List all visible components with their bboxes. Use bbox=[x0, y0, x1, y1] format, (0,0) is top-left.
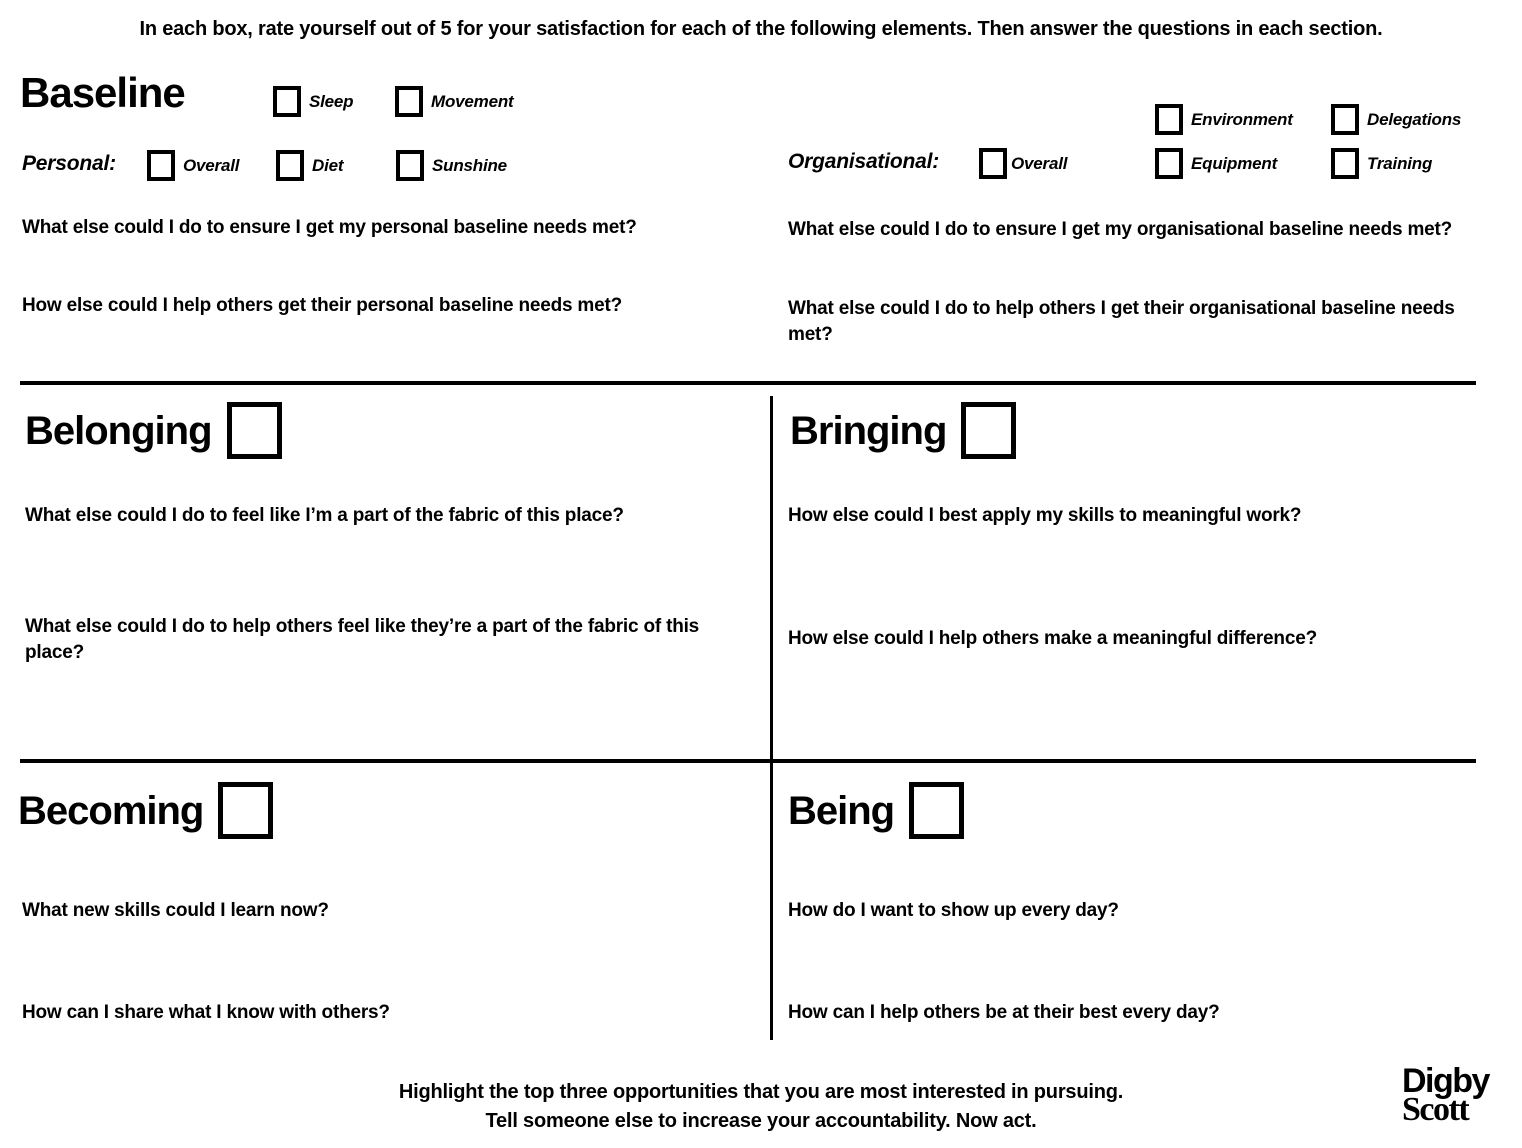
rating-box-belonging[interactable] bbox=[227, 402, 282, 459]
section-title-bringing: Bringing bbox=[790, 408, 947, 453]
footer-line-1: Highlight the top three opportunities that you are most interested in pursuing. bbox=[398, 1081, 1124, 1103]
rating-box-sunshine[interactable] bbox=[396, 150, 424, 181]
rating-label-environment: Environment bbox=[1191, 109, 1293, 129]
organisational-label: Organisational: bbox=[788, 150, 940, 173]
section-title-becoming: Becoming bbox=[18, 788, 204, 833]
logo-text-digby: Digby bbox=[1402, 1062, 1489, 1100]
page-instruction: In each box, rate yourself out of 5 for your satisfaction for each of the following elements. Then answer the questions in each section. bbox=[139, 18, 1383, 40]
rating-box-bringing[interactable] bbox=[961, 402, 1016, 459]
rating-label-delegations: Delegations bbox=[1367, 109, 1462, 129]
rating-label-diet: Diet bbox=[312, 155, 344, 175]
question-becoming-1: What new skills could I learn now? bbox=[22, 900, 329, 921]
section-being-header bbox=[788, 782, 964, 839]
rating-box-training[interactable] bbox=[1331, 148, 1359, 179]
section-title-being: Being bbox=[788, 788, 895, 833]
section-bringing-header bbox=[790, 402, 1016, 459]
section-belonging-header bbox=[25, 402, 282, 459]
rating-label-movement: Movement bbox=[431, 91, 514, 111]
rating-group-environment bbox=[1155, 104, 1293, 135]
horizontal-divider-top bbox=[20, 381, 1476, 385]
rating-box-becoming[interactable] bbox=[218, 782, 273, 839]
question-becoming-2: How can I share what I know with others? bbox=[22, 1002, 390, 1023]
rating-box-sleep[interactable] bbox=[273, 86, 301, 117]
question-bringing-2: How else could I help others make a meaningful difference? bbox=[788, 628, 1317, 649]
rating-group-sleep bbox=[273, 86, 353, 117]
digby-scott-logo bbox=[1402, 1064, 1489, 1127]
footer-instruction bbox=[0, 1078, 1522, 1136]
rating-group-org-overall bbox=[979, 148, 1067, 179]
rating-label-sleep: Sleep bbox=[309, 91, 354, 111]
logo-text-scott: Scott bbox=[1402, 1091, 1469, 1128]
rating-group-movement bbox=[395, 86, 513, 117]
rating-label-training: Training bbox=[1367, 153, 1433, 173]
section-title-belonging: Belonging bbox=[25, 408, 212, 453]
rating-label-personal-overall: Overall bbox=[183, 155, 240, 175]
rating-box-org-overall[interactable] bbox=[979, 148, 1007, 179]
rating-box-delegations[interactable] bbox=[1331, 104, 1359, 135]
personal-label: Personal: bbox=[22, 152, 116, 175]
rating-box-being[interactable] bbox=[909, 782, 964, 839]
question-bringing-1: How else could I best apply my skills to meaningful work? bbox=[788, 505, 1302, 526]
rating-group-diet bbox=[276, 150, 343, 181]
rating-box-equipment[interactable] bbox=[1155, 148, 1183, 179]
rating-group-sunshine bbox=[396, 150, 507, 181]
rating-group-training bbox=[1331, 148, 1432, 179]
question-being-1: How do I want to show up every day? bbox=[788, 900, 1119, 921]
rating-label-sunshine: Sunshine bbox=[432, 155, 507, 175]
question-personal-baseline-2: How else could I help others get their personal baseline needs met? bbox=[22, 295, 623, 316]
footer-line-2: Tell someone else to increase your accountability. Now act. bbox=[485, 1110, 1037, 1132]
section-becoming-header bbox=[18, 782, 273, 839]
section-title-baseline: Baseline bbox=[20, 69, 185, 116]
question-organisational-baseline-2: What else could I do to help others I get their organisational baseline needs met? bbox=[788, 298, 1455, 345]
rating-label-org-overall: Overall bbox=[1011, 153, 1068, 173]
question-belonging-1: What else could I do to feel like I’m a part of the fabric of this place? bbox=[25, 505, 624, 526]
question-personal-baseline-1: What else could I do to ensure I get my personal baseline needs met? bbox=[22, 217, 637, 238]
rating-box-environment[interactable] bbox=[1155, 104, 1183, 135]
rating-group-personal-overall bbox=[147, 150, 239, 181]
rating-box-personal-overall[interactable] bbox=[147, 150, 175, 181]
question-being-2: How can I help others be at their best every day? bbox=[788, 1002, 1220, 1023]
rating-group-equipment bbox=[1155, 148, 1277, 179]
vertical-divider bbox=[770, 396, 773, 1040]
rating-box-movement[interactable] bbox=[395, 86, 423, 117]
rating-group-delegations bbox=[1331, 104, 1461, 135]
rating-label-equipment: Equipment bbox=[1191, 153, 1278, 173]
rating-box-diet[interactable] bbox=[276, 150, 304, 181]
question-organisational-baseline-1: What else could I do to ensure I get my organisational baseline needs met? bbox=[788, 219, 1453, 240]
horizontal-divider-bottom bbox=[20, 759, 1476, 763]
question-belonging-2: What else could I do to help others feel like they’re a part of the fabric of this place? bbox=[25, 616, 700, 663]
